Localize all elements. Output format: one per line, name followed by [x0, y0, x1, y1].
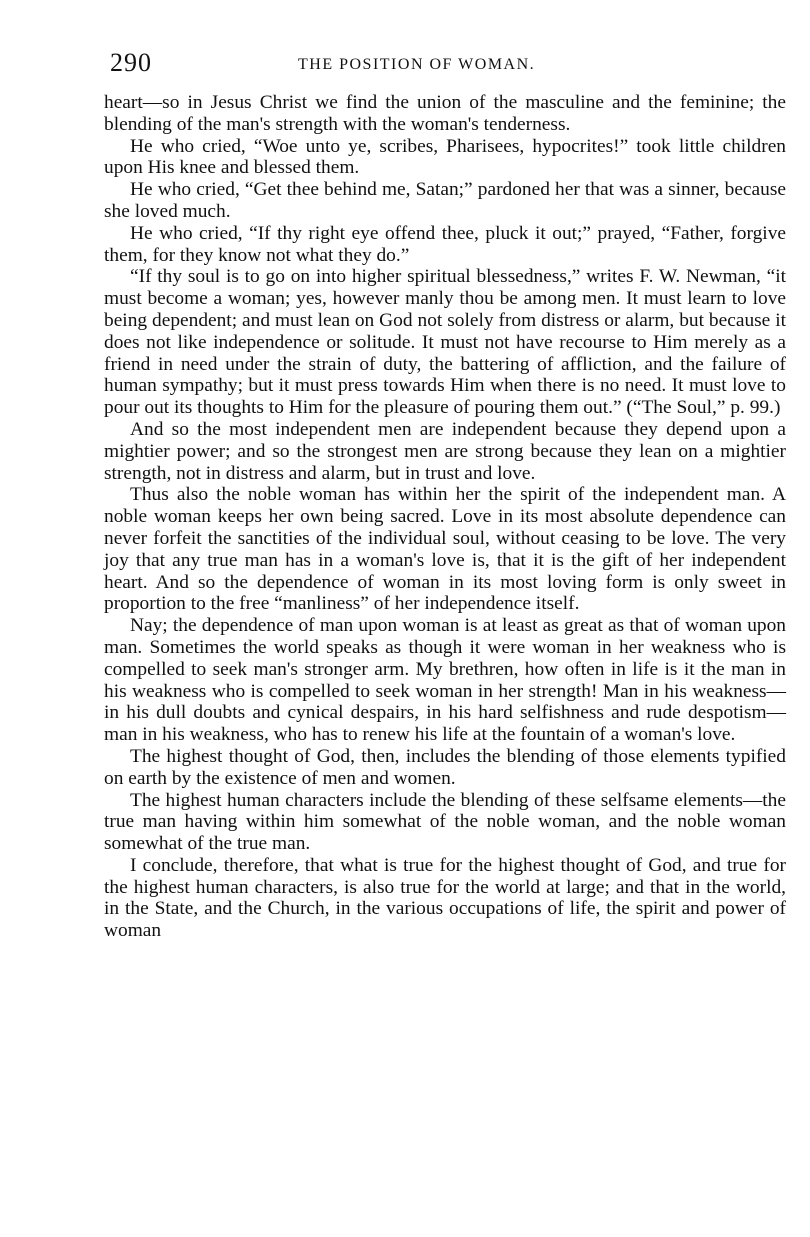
paragraph-woe-unto-ye: He who cried, “Woe unto ye, scribes, Pharisees, hypocrites!” took little children upon His knee and blessed them.	[104, 135, 786, 179]
running-head: THE POSITION OF WOMAN.	[298, 56, 536, 73]
paragraph-highest-characters: The highest human characters include the blending of these selfsame elements—the true man having within him somewhat of the noble woman, and the noble woman somewhat of the true man.	[104, 789, 786, 855]
paragraph-get-thee-behind: He who cried, “Get thee behind me, Satan;” pardoned her that was a sinner, because she loved much.	[104, 179, 786, 222]
paragraph-noble-woman: Thus also the noble woman has within her the spirit of the independent man. A noble woman keeps her own being sacred. Love in its most absolute dependence can never forfeit the sanctities of the individual soul, without ceasing to be love. The very joy that any true man has in a woman's love is, that it is the gift of her independent heart. And so the dependence of woman in its most loving form is only sweet in proportion to the free “manliness” of her independence itself.	[104, 484, 786, 615]
paragraph-continued: heart—so in Jesus Christ we find the union of the masculine and the feminine; the blending of the man's strength with the woman's tenderness.	[104, 92, 786, 135]
page-number: 290	[110, 48, 152, 77]
paragraph-independent-men: And so the most independent men are independent because they depend upon a mightier power; and so the strongest men are strong because they lean on a mightier strength, not in distress and alarm, but in trust and love.	[104, 418, 786, 484]
paragraph-right-eye: He who cried, “If thy right eye offend thee, pluck it out;” prayed, “Father, forgive them, for they know not what they do.”	[104, 222, 786, 266]
paragraph-conclusion: I conclude, therefore, that what is true for the highest thought of God, and true for the highest human characters, is also true for the world at large; and that in the world, in the State, and the Church, in the various occupations of life, the spirit and power of woman	[104, 854, 786, 942]
paragraph-highest-thought: The highest thought of God, then, includes the blending of those elements typified on earth by the existence of men and women.	[104, 745, 786, 789]
body-text	[104, 92, 786, 942]
page-header	[110, 48, 790, 84]
paragraph-newman-quote: “If thy soul is to go on into higher spiritual blessedness,” writes F. W. Newman, “it must become a woman; yes, however manly thou be among men. It must learn to love being dependent; and must lean on God not solely from distress or alarm, but because it does not like independence or solitude. It must not have recourse to Him merely as a friend in need under the strain of duty, the battering of affliction, and the failure of human sympathy; but it must press towards Him when there is no need. It must love to pour out its thoughts to Him for the pleasure of pouring them out.” (“The Soul,” p. 99.)	[104, 266, 786, 419]
paragraph-dependence-of-man: Nay; the dependence of man upon woman is at least as great as that of woman upon man. Sometimes the world speaks as though it were woman in her weakness who is compelled to seek man's stronger arm. My brethren, how often in life is it the man in his weakness who is compelled to seek woman in her strength! Man in his weakness—in his dull doubts and cynical despairs, in his hard selfishness and rude despotism—man in his weakness, who has to renew his life at the fountain of a woman's love.	[104, 615, 786, 746]
